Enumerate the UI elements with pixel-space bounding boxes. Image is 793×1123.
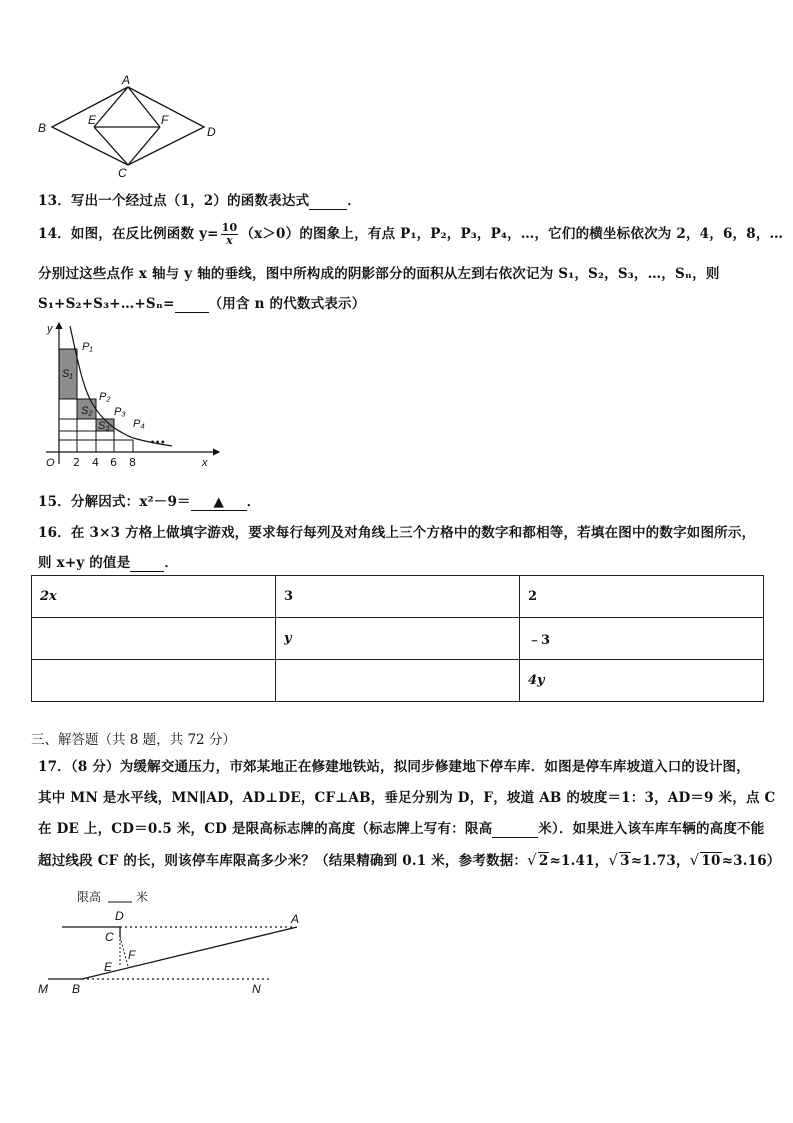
q14-post: （x＞0）的图象上，有点 P₁，P₂，P₃，P₄，…，它们的横坐标依次为 2，4，6，8，…	[240, 226, 784, 242]
segment-ae	[94, 87, 128, 127]
tick-2: 2	[73, 456, 80, 469]
point-p4: P₄	[133, 418, 145, 430]
q17-line3-post: 米）．如果进入该车库车辆的高度不能	[538, 821, 765, 837]
grid-row	[32, 618, 764, 660]
label-e: E	[104, 960, 113, 974]
grid-row	[32, 576, 764, 618]
q15-end: ．	[246, 494, 261, 510]
label-m: M	[38, 982, 48, 996]
sqrt-3: 3	[620, 853, 630, 869]
label-n: N	[252, 982, 261, 996]
grid-cell	[32, 660, 276, 702]
question-14-line2	[38, 262, 720, 282]
grid-cell: 3	[276, 576, 520, 618]
section-3-title: 三、解答题（共 8 题，共 72 分）	[31, 732, 236, 748]
label-f: F	[128, 948, 136, 962]
question-17-line4: 超过线段 CF 的长，则该停车库限高多少米？（结果精确到 0.1 米，参考数据：√ 2≈1.41，√ 3≈1.73，√ 10≈3.16）	[38, 851, 781, 869]
segment-af	[128, 87, 160, 127]
q14-answer-blank[interactable]	[175, 296, 209, 313]
label-c: C	[118, 166, 127, 179]
label-e: E	[88, 113, 97, 127]
q13-end: ．	[347, 193, 361, 209]
area-s3-label: S₃	[98, 420, 110, 432]
q14-fraction	[221, 222, 239, 247]
question-17-line2	[38, 786, 776, 806]
q17-sign-blank	[492, 821, 538, 838]
sign-unit: 米	[136, 890, 149, 904]
grid-cell: 2	[520, 576, 764, 618]
label-a: A	[291, 912, 300, 926]
label-d: D	[115, 909, 124, 923]
q14-line3-post: （用含 n 的代数式表示）	[208, 296, 366, 312]
grid-cell	[276, 660, 520, 702]
question-13	[38, 189, 361, 210]
q13-answer-blank[interactable]	[309, 193, 347, 210]
grid-row	[32, 660, 764, 702]
axis-y-label: y	[47, 323, 53, 335]
q16-line2-end: ．	[164, 555, 179, 571]
segment-cf-dotted	[120, 937, 128, 966]
q16-answer-blank[interactable]	[130, 555, 164, 572]
q15-pre: 15．分解因式：x²－9＝	[38, 494, 191, 510]
q16-line1: 16．在 3×3 方格上做填字游戏，要求每行每列及对角线上三个方格中的数字和都相等，若填在图中的数字如图所示，	[38, 525, 756, 541]
tick-8: 8	[129, 456, 136, 469]
q16-line2-pre: 则 x+y 的值是	[38, 555, 131, 571]
question-17-line1	[38, 755, 750, 775]
q14-pre: 14．如图，在反比例函数 y=	[38, 226, 219, 242]
q14-line2: 分别过这些点作 x 轴与 y 轴的垂线，图中所构成的阴影部分的面积从左到右依次记为 S₁，S₂，S₃，…，Sₙ，则	[38, 266, 720, 282]
q15-answer-blank[interactable]	[191, 494, 247, 511]
segment-fc	[128, 127, 160, 165]
question-15	[38, 490, 260, 511]
q14-frac-num: 10	[221, 221, 238, 234]
figure-q12-rhombus	[30, 74, 230, 179]
q14-line3-pre: S₁+S₂+S₃+…+Sₙ=	[38, 296, 175, 312]
q17-v3: ≈1.73，	[630, 853, 690, 869]
area-s2-label: S₂	[81, 405, 93, 417]
section-title	[31, 728, 236, 748]
tick-4: 4	[92, 456, 99, 469]
question-16-line1	[38, 521, 755, 541]
tick-6: 6	[110, 456, 117, 469]
question-16-line2	[38, 551, 178, 572]
q17-line4-pre: 超过线段 CF 的长，则该停车库限高多少米？（结果精确到 0.1 米，参考数据：	[38, 853, 528, 869]
q17-v10: ≈3.16）	[721, 853, 781, 869]
figure-q14-hyperbola	[36, 318, 226, 472]
point-p2: P₂	[99, 391, 111, 403]
q17-line2: 其中 MN 是水平线，MN∥AD，AD⊥DE，CF⊥AB，垂足分别为 D，F，坡道 AB 的坡度＝1：3，AD＝9 米，点 C	[38, 790, 776, 806]
point-p1: P₁	[82, 341, 93, 353]
label-b: B	[38, 121, 47, 135]
area-s1-label: S₁	[62, 368, 73, 380]
q14-frac-den: x	[226, 234, 233, 247]
ramp-ab	[82, 927, 297, 979]
label-a: A	[122, 74, 131, 87]
sign-text: 限高	[77, 890, 102, 904]
axis-x-label: x	[202, 457, 208, 469]
q17-line1: 17．（8 分）为缓解交通压力，市郊某地正在修建地铁站，拟同步修建地下停车库．如图是停车库坡道入口的设计图，	[38, 759, 750, 775]
origin-label: O	[46, 457, 55, 469]
continuation-dots: •••	[150, 438, 166, 447]
q17-line3-pre: 在 DE 上，CD＝0.5 米，CD 是限高标志牌的高度（标志牌上写有：限高	[38, 821, 493, 837]
q13-text: 13．写出一个经过点（1，2）的函数表达式	[38, 193, 310, 209]
label-d: D	[207, 125, 216, 139]
label-c: C	[105, 930, 114, 944]
q17-v2: ≈1.41，	[549, 853, 609, 869]
label-f: F	[161, 113, 169, 127]
grid-cell: 2x	[32, 576, 276, 618]
magic-square-grid	[31, 575, 764, 702]
q15-marker: ▲	[213, 494, 225, 510]
question-14-line1	[38, 222, 783, 247]
rhombus-abcd	[52, 87, 204, 165]
figure-q17-ramp	[32, 882, 312, 1002]
point-p3: P₃	[114, 406, 126, 418]
grid-cell	[32, 618, 276, 660]
grid-cell: ﹣3	[520, 618, 764, 660]
sqrt-10: 10	[701, 853, 721, 869]
label-b: B	[72, 982, 81, 996]
question-14-line3	[38, 292, 365, 313]
segment-ec	[94, 127, 128, 165]
grid-cell: y	[276, 618, 520, 660]
grid-cell: 4y	[520, 660, 764, 702]
sqrt-2: 2	[538, 853, 549, 869]
question-17-line3	[38, 817, 764, 838]
